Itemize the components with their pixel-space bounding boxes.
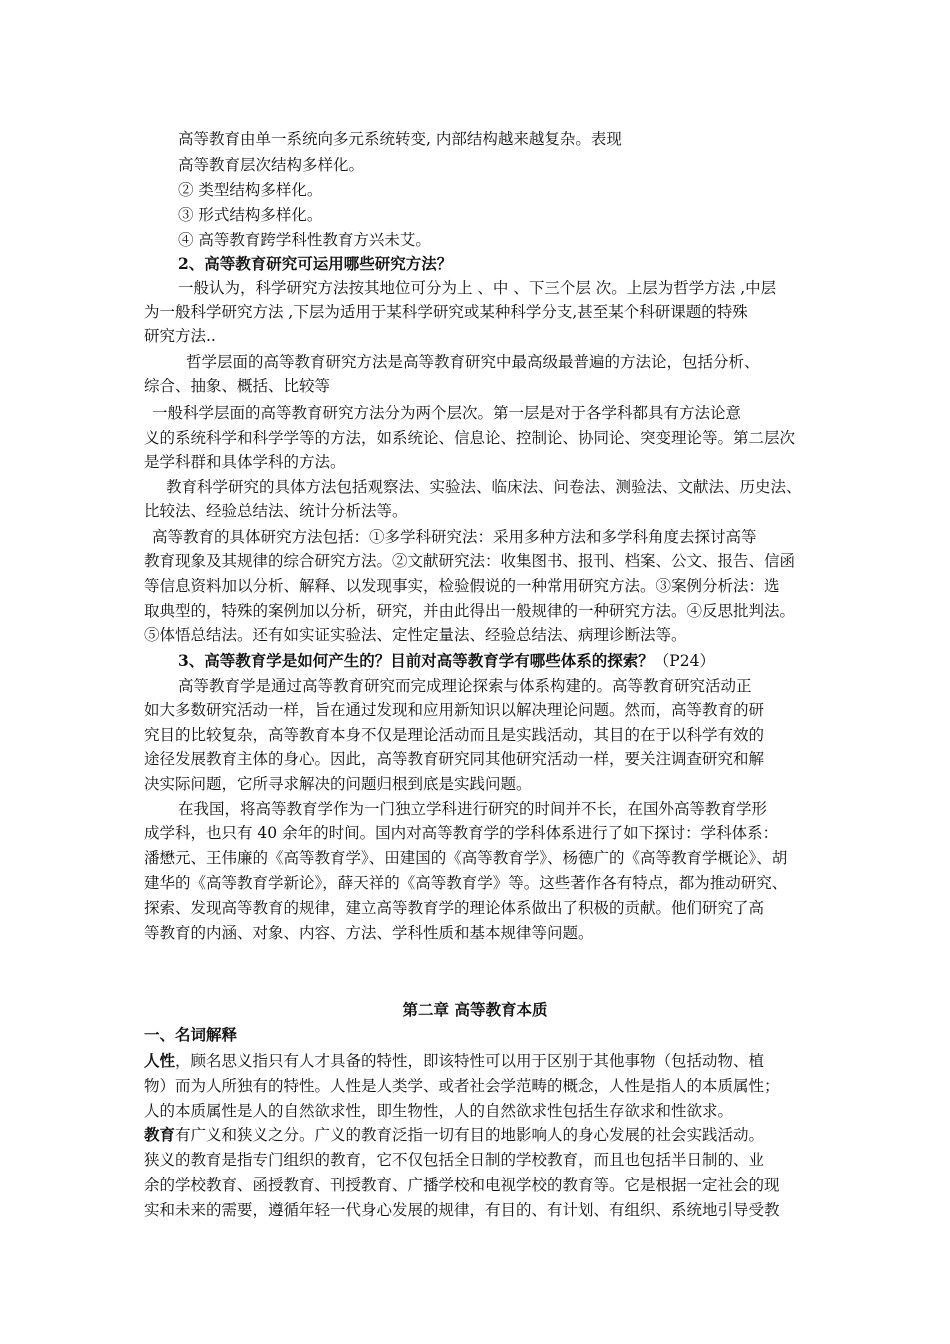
section-heading: 一、名词解释 [144, 1025, 238, 1044]
text-line: 教育现象及其规律的综合研究方法。②文献研究法：收集图书、报刊、档案、公文、报告、信函 [144, 552, 796, 570]
term-name: 教育 [144, 1125, 176, 1144]
text-line: ② 类型结构多样化。 [178, 181, 323, 199]
text-line: 高等教育的具体研究方法包括：①多学科研究法：采用多种方法和多学科角度去探讨高等 [152, 528, 757, 546]
term-definition: 有广义和狭义之分。广义的教育泛指一切有目的地影响人的身心发展的社会实践活动。 [175, 1126, 765, 1144]
text-line: 哲学层面的高等教育研究方法是高等教育研究中最高级最普遍的方法论，包括分析、 [186, 353, 760, 371]
text-line: 人的本质属性是人的自然欲求性，即生物性，人的自然欲求性包括生存欲求和性欲求。 [144, 1102, 734, 1120]
text-line: 在我国，将高等教育学作为一门独立学科进行研究的时间并不长，在国外高等教育学形 [178, 800, 768, 818]
text-line: 余的学校教育、函授教育、刊授教育、广播学校和电视学校的教育等。它是根据一定社会的现 [144, 1176, 780, 1194]
text-line: 探索、发现高等教育的规律，建立高等教育学的理论体系做出了积极的贡献。他们研究了高 [144, 899, 765, 917]
term-name: 人性 [144, 1051, 176, 1070]
question-heading: 3、高等教育学是如何产生的？目前对高等教育学有哪些体系的探索？ [178, 651, 654, 670]
text-line: 研究方法.. [144, 327, 216, 345]
text-line: 究目的比较复杂，高等教育本身不仅是理论活动而且是实践活动，其目的在于以科学有效的 [144, 726, 765, 744]
text-line: 等信息资料加以分析、解释、以发现事实，检验假说的一种常用研究方法。③案例分析法：选 [144, 577, 780, 595]
term-definition-line [144, 1122, 764, 1148]
text-line: 义的系统科学和科学学等的方法，如系统论、信息论、控制论、协同论、突变理论等。第二层次 [144, 429, 796, 447]
text-line: 实和未来的需要，遵循年轻一代身心发展的规律，有目的、有计划、有组织、系统地引导受教 [144, 1201, 780, 1219]
text-line: 为一般科学研究方法 ,下层为适用于某科学研究或某种科学分支,甚至某个科研课题的特殊 [144, 303, 748, 321]
chapter-title: 第二章 高等教育本质 [402, 1000, 548, 1019]
text-line: 等教育的内涵、对象、内容、方法、学科性质和基本规律等问题。 [144, 924, 594, 942]
question-heading-line [178, 648, 715, 674]
text-line: 如大多数研究活动一样，旨在通过发现和应用新知识以解决理论问题。然而，高等教育的研 [144, 701, 765, 719]
text-line: ③ 形式结构多样化。 [178, 206, 323, 224]
text-line: 高等教育学是通过高等教育研究而完成理论探索与体系构建的。高等教育研究活动正 [178, 677, 752, 695]
text-line: 一般认为，科学研究方法按其地位可分为上 、中 、下三个层 次。上层为哲学方法 ,中层 [178, 279, 777, 297]
text-line: 潘懋元、王伟廉的《高等教育学》、田建国的《高等教育学》、杨德广的《高等教育学概论》、胡 [144, 849, 788, 867]
text-line: 决实际问题，它所寻求解决的问题归根到底是实践问题。 [144, 775, 532, 793]
text-line: 建华的《高等教育学新论》，薛天祥的《高等教育学》等。这些著作各有特点，都为推动研究、 [144, 874, 788, 892]
text-line: 成学科，也只有 40 余年的时间。国内对高等教育学的学科体系进行了如下探讨：学科体系： [144, 824, 779, 842]
text-line: 一般科学层面的高等教育研究方法分为两个层次。第一层是对于各学科都具有方法论意 [152, 404, 742, 422]
text-line: 是学科群和具体学科的方法。 [144, 453, 346, 471]
text-line: ⑤体悟总结法。还有如实证实验法、定性定量法、经验总结法、病理诊断法等。 [144, 626, 687, 644]
question-heading: 2、高等教育研究可运用哪些研究方法？ [178, 254, 453, 273]
text-line: 高等教育由单一系统向多元系统转变, 内部结构越来越复杂。表现 [178, 130, 622, 148]
text-line: 取典型的，特殊的案例加以分析，研究，并由此得出一般规律的一种研究方法。④反思批判法。 [144, 602, 796, 620]
term-definition-line [144, 1048, 764, 1074]
text-line: 途径发展教育主体的身心。因此，高等教育研究同其他研究活动一样，要关注调查研究和解 [144, 750, 765, 768]
text-line: 比较法、经验总结法、统计分析法等。 [144, 502, 408, 520]
text-line: 综合、抽象、概括、比较等 [144, 377, 331, 395]
term-definition: ，顾名思义指只有人才具备的特性，即该特性可以用于区别于其他事物（包括动物、植 [175, 1052, 765, 1070]
text-line: 狭义的教育是指专门组织的教育，它不仅包括全日制的学校教育，而且也包括半日制的、业 [144, 1151, 765, 1169]
text-line: 物）而为人所独有的特性。人性是人类学、或者社会学范畴的概念，人性是指人的本质属性； [144, 1077, 780, 1095]
page-reference: （P24） [653, 652, 715, 670]
text-line: 教育科学研究的具体方法包括观察法、实验法、临床法、问卷法、测验法、文献法、历史法、 [166, 478, 802, 496]
text-line: ④ 高等教育跨学科性教育方兴未艾。 [178, 231, 431, 249]
text-line: 高等教育层次结构多样化。 [178, 156, 365, 174]
